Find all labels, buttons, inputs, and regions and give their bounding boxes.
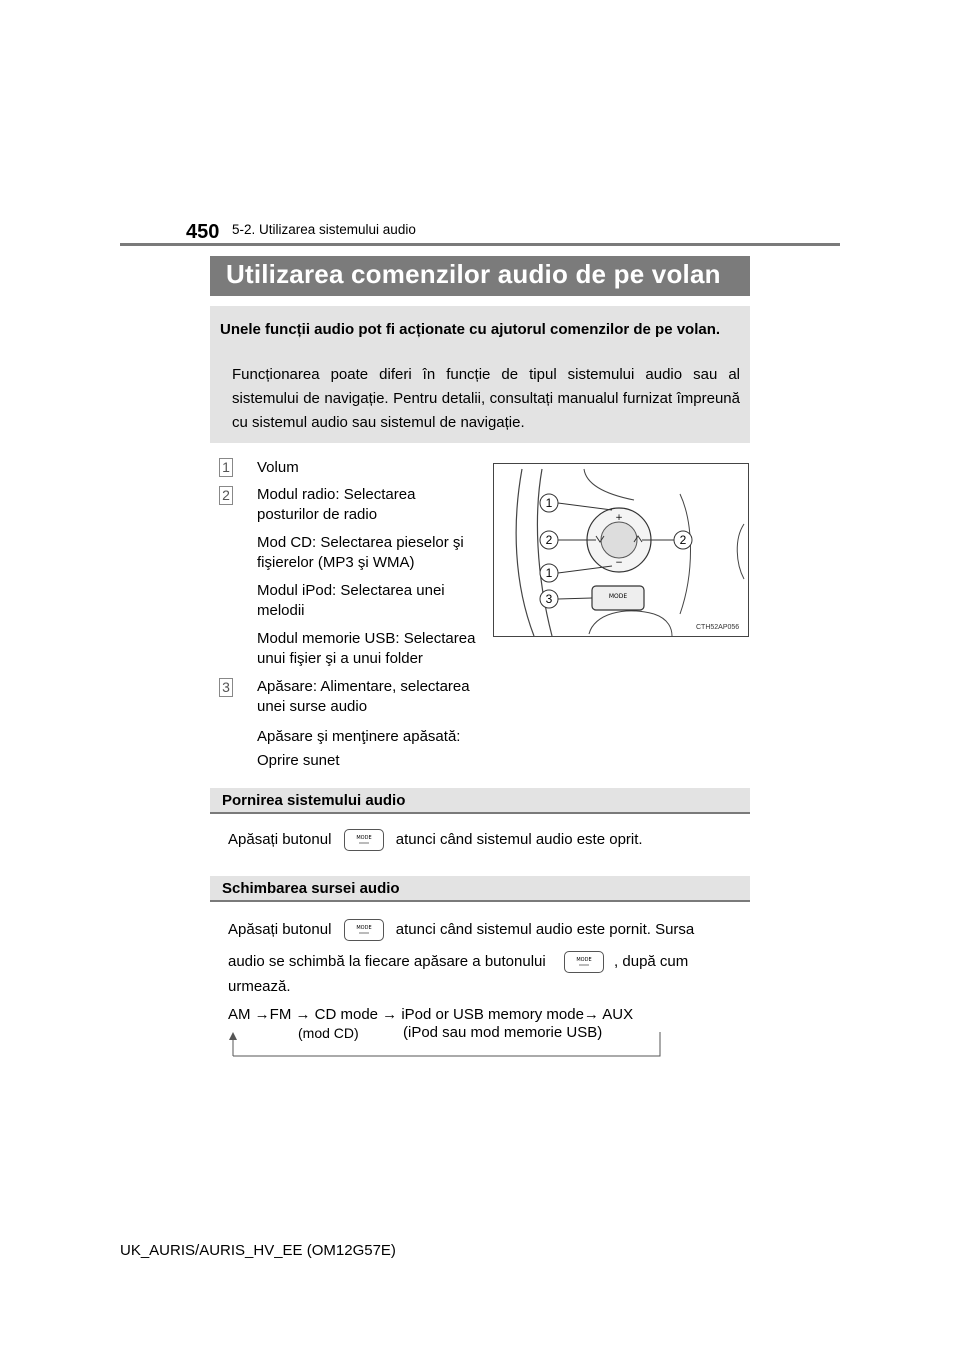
section2-line1-after: atunci când sistemul audio este pornit. Sursa xyxy=(395,920,695,938)
callout-3: 3 xyxy=(545,592,553,606)
source-sequence: AM →FM → CD mode → iPod or USB memory mode→ AUX xyxy=(228,1006,634,1023)
svg-text:MODE: MODE xyxy=(576,957,592,963)
item-number-2: 2 xyxy=(219,486,233,505)
sequence-note-ipod: (iPod sau mod memorie USB) xyxy=(403,1024,603,1041)
figure-code: CTH52AP056 xyxy=(696,624,740,631)
sequence-return-arrow xyxy=(226,1030,666,1060)
intro-bold-text: Unele funcții audio pot fi acționate cu ajutorul comenzilor de pe volan. xyxy=(220,321,721,338)
section1-text-after: atunci când sistemul audio este oprit. xyxy=(395,830,643,848)
mode-button-icon xyxy=(344,919,384,941)
intro-text: Funcționarea poate diferi în funcție de tipul sistemului audio sau al sistemului de navigație. Pentru detalii, consultați manualul furnizat împreună cu sistemul audio sau sistemul de navigație. xyxy=(232,366,740,431)
svg-text:MODE: MODE xyxy=(355,835,372,841)
item-1-line: Volum xyxy=(257,459,299,476)
svg-text:MODE: MODE xyxy=(355,925,372,931)
section2-line2-before: audio se schimbă la fiecare apăsare a butonului xyxy=(228,952,546,970)
section2-line1-before: Apăsați butonul xyxy=(228,920,332,938)
header-rule xyxy=(120,243,840,246)
callout-1-bottom: 1 xyxy=(545,566,553,580)
footer-code: UK_AURIS/AURIS_HV_EE (OM12G57E) xyxy=(120,1242,396,1259)
callout-2-left: 2 xyxy=(545,533,553,547)
mode-button-icon xyxy=(344,829,384,851)
item-2-line: Mod CD: Selectarea pieselor şi fişierelor (MP3 şi WMA) xyxy=(257,534,464,571)
callout-2-right: 2 xyxy=(679,533,687,547)
section2-line2-after: , după cum xyxy=(614,952,689,970)
item-3-line: Apăsare: Alimentare, selectarea unei surse audio xyxy=(257,678,470,715)
item-2-text xyxy=(257,485,479,669)
sequence-note-cd: (mod CD) xyxy=(298,1025,359,1041)
section1-text-before: Apăsați butonul xyxy=(228,830,332,848)
steering-switch-figure xyxy=(493,463,749,637)
callout-1-top: 1 xyxy=(545,496,553,510)
figure-mode-label: MODE xyxy=(608,593,628,600)
steering-wheel-illustration xyxy=(494,464,748,636)
running-header: 5-2. Utilizarea sistemului audio xyxy=(232,222,416,237)
item-2-line: Modul radio: Selectarea posturilor de radio xyxy=(257,486,416,523)
page-number: 450 xyxy=(186,221,220,243)
item-3-line: Apăsare şi menţinere apăsată: Oprire sunet xyxy=(257,728,461,769)
svg-text:+: + xyxy=(615,513,623,523)
item-2-line: Modul iPod: Selectarea unei melodii xyxy=(257,582,445,619)
section2-line1 xyxy=(228,919,694,941)
item-number-1: 1 xyxy=(219,458,233,477)
svg-text:−: − xyxy=(615,558,623,568)
mode-button-icon xyxy=(564,951,604,973)
section-title-power: Pornirea sistemului audio xyxy=(222,792,406,809)
item-1-text xyxy=(257,458,487,478)
section2-line2 xyxy=(228,951,688,973)
section-title-source: Schimbarea sursei audio xyxy=(222,880,400,897)
item-3-text xyxy=(257,677,482,773)
page-title: Utilizarea comenzilor audio de pe volan xyxy=(226,259,721,289)
item-number-3: 3 xyxy=(219,678,233,697)
section2-line3: urmează. xyxy=(228,978,291,995)
section1-text xyxy=(228,829,643,851)
item-2-line: Modul memorie USB: Selectarea unui fişier şi a unui folder xyxy=(257,630,476,667)
